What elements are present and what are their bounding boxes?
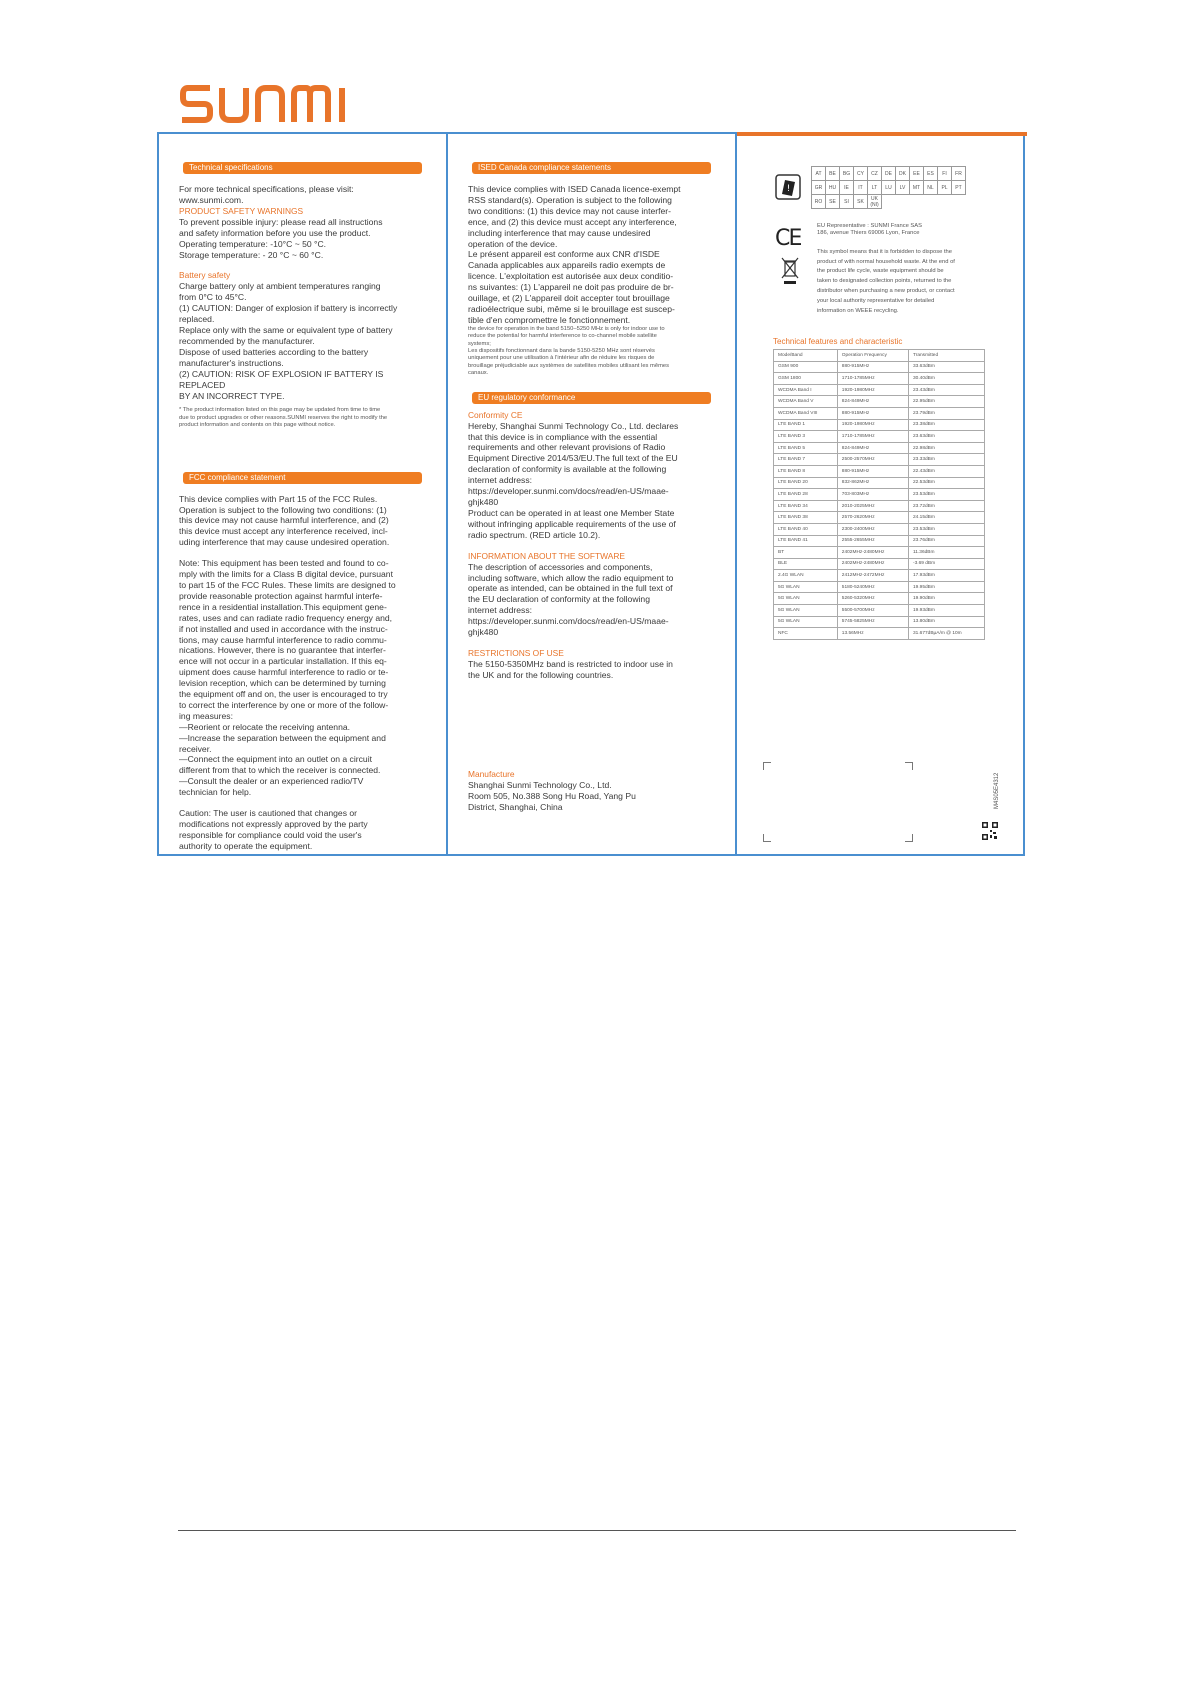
table-cell: GSM 1800 xyxy=(774,373,838,385)
table-cell: 5G WLAN xyxy=(774,605,838,617)
table-row xyxy=(774,477,985,489)
manufacture-text: Shanghai Sunmi Technology Co., Ltd. Room 505, No.388 Song Hu Road, Yang Pu District, Shanghai, China xyxy=(468,779,636,812)
country-cell: ES xyxy=(924,167,938,181)
fcc-text: This device complies with Part 15 of the FCC Rules. Operation is subject to the following two conditions: (1) this device may not cause harmful interference, and (2) this device must accept any interference received, incl- uding interference that may cause undesired operation. xyxy=(179,493,390,548)
table-cell: 22.98dBm xyxy=(908,442,984,454)
eu-representative: EU Representative : SUNMI France SAS 186, avenue Thiers 69006 Lyon, France xyxy=(817,223,923,237)
table-cell: 2402MHz-2480MHz xyxy=(837,558,908,570)
section-header-fcc: FCC compliance statement xyxy=(183,472,422,484)
table-cell: 1920-1980MHz xyxy=(837,384,908,396)
part-code: M4S05E4312 xyxy=(994,772,1000,809)
restrictions-text: The 5150-5350MHz band is restricted to indoor use in the UK and for the following countries. xyxy=(468,658,673,680)
table-cell: 2010-2025MHz xyxy=(837,500,908,512)
table-row xyxy=(774,431,985,443)
qr-code-icon xyxy=(982,822,998,840)
country-cell: EE xyxy=(910,167,924,181)
table-row xyxy=(774,616,985,628)
country-cell: PT xyxy=(952,181,966,195)
country-cell xyxy=(938,195,952,209)
crop-mark xyxy=(763,762,771,770)
tech-intro: For more technical specifications, please visit: www.sunmi.com. xyxy=(179,184,354,205)
table-cell: 23.38dBm xyxy=(908,419,984,431)
table-cell: 5G WLAN xyxy=(774,593,838,605)
svg-text:!: ! xyxy=(786,184,791,194)
table-cell: LTE BAND 5 xyxy=(774,442,838,454)
software-text: The description of accessories and components, including software, which allow the radio equipment to operate as intended, can be obtained in the full text of the EU declaration of conformity at the following internet address: https://developer.sunmi.com/docs/read/en-US/maae- ghjk480 xyxy=(468,561,674,638)
country-cell xyxy=(952,195,966,209)
table-cell: 23.79dBm xyxy=(908,407,984,419)
tech-features-table xyxy=(773,349,985,640)
country-cell: SI xyxy=(840,195,854,209)
table-cell: 5500-5700MHz xyxy=(837,605,908,617)
country-cell: PL xyxy=(938,181,952,195)
country-cell: BG xyxy=(840,167,854,181)
table-cell: 33.63dBm xyxy=(908,361,984,373)
table-cell: 23.53dBm xyxy=(908,489,984,501)
table-cell: 2570-2620MHz xyxy=(837,512,908,524)
country-cell: IE xyxy=(840,181,854,195)
table-cell: 880-915MHz xyxy=(837,465,908,477)
table-row xyxy=(774,489,985,501)
table-row xyxy=(774,396,985,408)
country-cell xyxy=(882,195,896,209)
country-cell: FI xyxy=(938,167,952,181)
column-left xyxy=(159,134,448,854)
crop-mark xyxy=(905,762,913,770)
section-header-technical: Technical specifications xyxy=(183,162,422,174)
table-cell: 19.95dBm xyxy=(908,581,984,593)
table-row xyxy=(774,361,985,373)
manufacture-title: Manufacture xyxy=(468,768,515,779)
country-cell: UK (NI) xyxy=(868,195,882,209)
table-cell: 22.43dBm xyxy=(908,465,984,477)
country-cell: LV xyxy=(896,181,910,195)
table-cell: 22.95dBm xyxy=(908,396,984,408)
country-cell: LT xyxy=(868,181,882,195)
table-row xyxy=(774,570,985,582)
restriction-alert-icon xyxy=(775,174,801,200)
table-cell: 5G WLAN xyxy=(774,616,838,628)
leaflet-sheet xyxy=(157,132,1025,856)
table-row xyxy=(774,407,985,419)
table-cell: 2500-2570MHz xyxy=(837,454,908,466)
country-cell: RO xyxy=(812,195,826,209)
country-cell: LU xyxy=(882,181,896,195)
table-cell: 31.677dBμA/m @ 10m xyxy=(908,628,984,640)
table-cell: 5180-5240MHz xyxy=(837,581,908,593)
country-cell: MT xyxy=(910,181,924,195)
country-cell: NL xyxy=(924,181,938,195)
table-cell: WCDMA Band V xyxy=(774,396,838,408)
table-cell: 2300-2400MHz xyxy=(837,523,908,535)
crop-mark xyxy=(763,834,771,842)
country-cell: SK xyxy=(854,195,868,209)
country-cell: CY xyxy=(854,167,868,181)
safety-title: PRODUCT SAFETY WARNINGS xyxy=(179,205,304,216)
battery-text: Charge battery only at ambient temperatures ranging from 0°C to 45°C. (1) CAUTION: Danger of explosion if battery is incorrectly replaced. Replace only with the same or equivalent type of battery recommended by the manufacturer. Dispose of used batteries according to the battery manufacturer's instructions. (2) CAUTION: RISK OF EXPLOSION IF BATTERY IS REPLACED BY AN INCORRECT TYPE. xyxy=(179,281,398,401)
sunmi-logo xyxy=(180,82,350,124)
country-cell: GR xyxy=(812,181,826,195)
table-cell: 5260-5320MHz xyxy=(837,593,908,605)
table-cell: LTE BAND 34 xyxy=(774,500,838,512)
table-cell: 24.15dBm xyxy=(908,512,984,524)
table-cell: LTE BAND 20 xyxy=(774,477,838,489)
restrictions-title: RESTRICTIONS OF USE xyxy=(468,647,564,658)
country-cell: FR xyxy=(952,167,966,181)
table-row xyxy=(774,373,985,385)
country-cell: CZ xyxy=(868,167,882,181)
table-row xyxy=(774,512,985,524)
table-row xyxy=(774,535,985,547)
table-title: Technical features and characteristic xyxy=(773,337,903,346)
table-cell: LTE BAND 7 xyxy=(774,454,838,466)
country-cell: SE xyxy=(826,195,840,209)
table-row xyxy=(774,454,985,466)
country-cell xyxy=(896,195,910,209)
table-cell: 17.93dBm xyxy=(908,570,984,582)
battery-title: Battery safety xyxy=(179,270,231,281)
table-cell: 1920-1980MHz xyxy=(837,419,908,431)
table-row xyxy=(774,558,985,570)
table-header: Operation Frequency xyxy=(837,350,908,362)
table-cell: LTE BAND 3 xyxy=(774,431,838,443)
country-cell: BE xyxy=(826,167,840,181)
table-row xyxy=(774,384,985,396)
table-cell: 2412MHz-2472MHz xyxy=(837,570,908,582)
table-cell: WCDMA Band VIII xyxy=(774,407,838,419)
table-cell: LTE BAND 28 xyxy=(774,489,838,501)
table-cell: 1710-1785MHz xyxy=(837,373,908,385)
crop-mark xyxy=(905,834,913,842)
table-cell: BLE xyxy=(774,558,838,570)
ce-text: Hereby, Shanghai Sunmi Technology Co., Ltd. declares that this device is in compliance with the essential requirements and other relevant provisions of Radio Equipment Directive 2014/53/EU.The full text of the EU declaration of conformity is available at the following internet address: https://developer.sunmi.com/docs/read/en-US/maae- ghjk480 Product can be operated in at least one Member State without infringing applicable requirements of the use of radio spectrum. (RED article 10.2). xyxy=(468,420,679,540)
table-header: Transmitted xyxy=(908,350,984,362)
table-row xyxy=(774,442,985,454)
table-cell: -3.69 dBm xyxy=(908,558,984,570)
footnote: * The product information listed on this page may be updated from time to time due to product upgrades or other reasons.SUNMI reserves the right to modify the product information and contents on this page without notice. xyxy=(179,407,388,429)
table-cell: 880-915MHz xyxy=(837,361,908,373)
table-cell: 23.72dBm xyxy=(908,500,984,512)
table-cell: 5G WLAN xyxy=(774,581,838,593)
table-cell: BT xyxy=(774,547,838,559)
table-cell: 23.33dBm xyxy=(908,454,984,466)
table-cell: LTE BAND 38 xyxy=(774,512,838,524)
footer-rule xyxy=(178,1530,1016,1531)
ised-small: the device for operation in the band 5150–5250 MHz is only for indoor use to reduce the potential for harmful interference to co-channel mobile satellite systems; Les dispositifs fonctionnant dans la bande 5150-5250 MHz sont réservés uniquement pour une utilisation à l'intérieur afin de réduire les risques de brouillage préjudiciable aux systèmes de satellites mobiles utilisant les mêmes canaux. xyxy=(468,325,670,377)
table-cell: NFC xyxy=(774,628,838,640)
country-cell: IT xyxy=(854,181,868,195)
table-cell: 30.40dBm xyxy=(908,373,984,385)
ised-text: This device complies with ISED Canada licence-exempt RSS standard(s). Operation is subject to the following two conditions: (1) this device may not cause interfer- ence, and (2) this device must accept any interference, including interference that may cause undesired operation of the device. Le présent appareil est conforme aux CNR d'ISDE Canada applicables aux appareils radio exempts de licence. L'exploitation est autorisée aux deux conditio- ns suivantes: (1) L'appareil ne doit pas produire de br- ouillage, et (2) L'appareil doit accepter tout brouillage radioélectrique subi, même si le brouillage est suscep- tible d'en compromettre le fonctionnement. xyxy=(468,184,681,325)
safety-text: To prevent possible injury: please read all instructions and safety information before you use the product. Operating temperature: -10°C ~ 50 °C. Storage temperature: - 20 °C ~ 60 °C. xyxy=(179,216,383,260)
table-cell: 22.53dBm xyxy=(908,477,984,489)
eu-text-block xyxy=(817,223,997,316)
table-cell: 19.93dBm xyxy=(908,605,984,617)
table-cell: 23.76dBm xyxy=(908,535,984,547)
table-row xyxy=(774,500,985,512)
fcc-caution: Caution: The user is cautioned that changes or modifications not expressly approved by the party responsible for compliance could void the user's authority to operate the equipment. xyxy=(179,808,368,851)
table-row xyxy=(774,581,985,593)
table-cell: 1710-1785MHz xyxy=(837,431,908,443)
table-cell: 13.80dBm xyxy=(908,616,984,628)
table-cell: 703-803MHz xyxy=(837,489,908,501)
table-cell: 824-849MHz xyxy=(837,396,908,408)
table-cell: 824-849MHz xyxy=(837,442,908,454)
software-title: INFORMATION ABOUT THE SOFTWARE xyxy=(468,550,625,561)
ce-title: Conformity CE xyxy=(468,409,523,420)
country-cell: HU xyxy=(826,181,840,195)
country-grid xyxy=(811,166,966,209)
table-row xyxy=(774,547,985,559)
country-cell: DE xyxy=(882,167,896,181)
table-header: Mode/Band xyxy=(774,350,838,362)
ce-mark-icon: C E xyxy=(775,226,801,251)
table-cell: 11.36dBm xyxy=(908,547,984,559)
section-header-ised: ISED Canada compliance statements xyxy=(472,162,711,174)
table-cell: 880-915MHz xyxy=(837,407,908,419)
table-cell: 13.56MHz xyxy=(837,628,908,640)
table-cell: LTE BAND 41 xyxy=(774,535,838,547)
table-cell: 832-862MHz xyxy=(837,477,908,489)
table-row xyxy=(774,465,985,477)
weee-text: This symbol means that it is forbidden to dispose the product of with normal household waste. At the end of the product life cycle, waste equipment should be taken to designated collection points, returned to the distributor when purchasing a new product, or contact your local authority representative for detailed information on WEEE recycling. xyxy=(817,248,955,314)
table-cell: WCDMA Band I xyxy=(774,384,838,396)
section-header-eu: EU regulatory conformance xyxy=(472,392,711,404)
table-row xyxy=(774,523,985,535)
table-cell: GSM 900 xyxy=(774,361,838,373)
country-cell xyxy=(910,195,924,209)
column-middle xyxy=(448,134,737,854)
table-cell: 2555-2655MHz xyxy=(837,535,908,547)
country-cell: DK xyxy=(896,167,910,181)
weee-crossed-bin-icon xyxy=(781,256,799,286)
table-cell: 23.63dBm xyxy=(908,431,984,443)
table-cell: 2.4G WLAN xyxy=(774,570,838,582)
table-cell: 23.43dBm xyxy=(908,384,984,396)
country-cell: AT xyxy=(812,167,826,181)
table-cell: 2402MHz-2480MHz xyxy=(837,547,908,559)
table-row xyxy=(774,593,985,605)
table-row xyxy=(774,605,985,617)
country-cell xyxy=(924,195,938,209)
table-cell: 19.90dBm xyxy=(908,593,984,605)
table-cell: 23.53dBm xyxy=(908,523,984,535)
column-right xyxy=(737,134,1025,854)
fcc-note: Note: This equipment has been tested and found to co- mply with the limits for a Class B digital device, pursuant to part 15 of the FCC Rules. These limits are designed to provide reasonable protection against harmful interfe- rence in a residential installation.This equipment gene- rates, uses and can radiate radio frequency energy and, if not installed and used in accordance with the instruc- tions, may cause harmful interference to radio commu- nications. However, there is no guarantee that interfer- ence will not occur in a particular installation. If this eq- uipment does cause harmful interference to radio or te- levision reception, which can be determined by turning the equipment off and on, the user is encouraged to try to correct the interference by one or more of the follow- ing measures: —Reorient or relocate the receiving antenna. —Increase the separation between the equipment and receiver. —Connect the equipment into an outlet on a circuit different from that to which the receiver is connected. —Consult the dealer or an experienced radio/TV technician for help. xyxy=(179,558,396,798)
table-row xyxy=(774,628,985,640)
table-cell: 5745-5825MHz xyxy=(837,616,908,628)
table-cell: LTE BAND 1 xyxy=(774,419,838,431)
table-cell: LTE BAND 8 xyxy=(774,465,838,477)
table-cell: LTE BAND 40 xyxy=(774,523,838,535)
table-row xyxy=(774,419,985,431)
